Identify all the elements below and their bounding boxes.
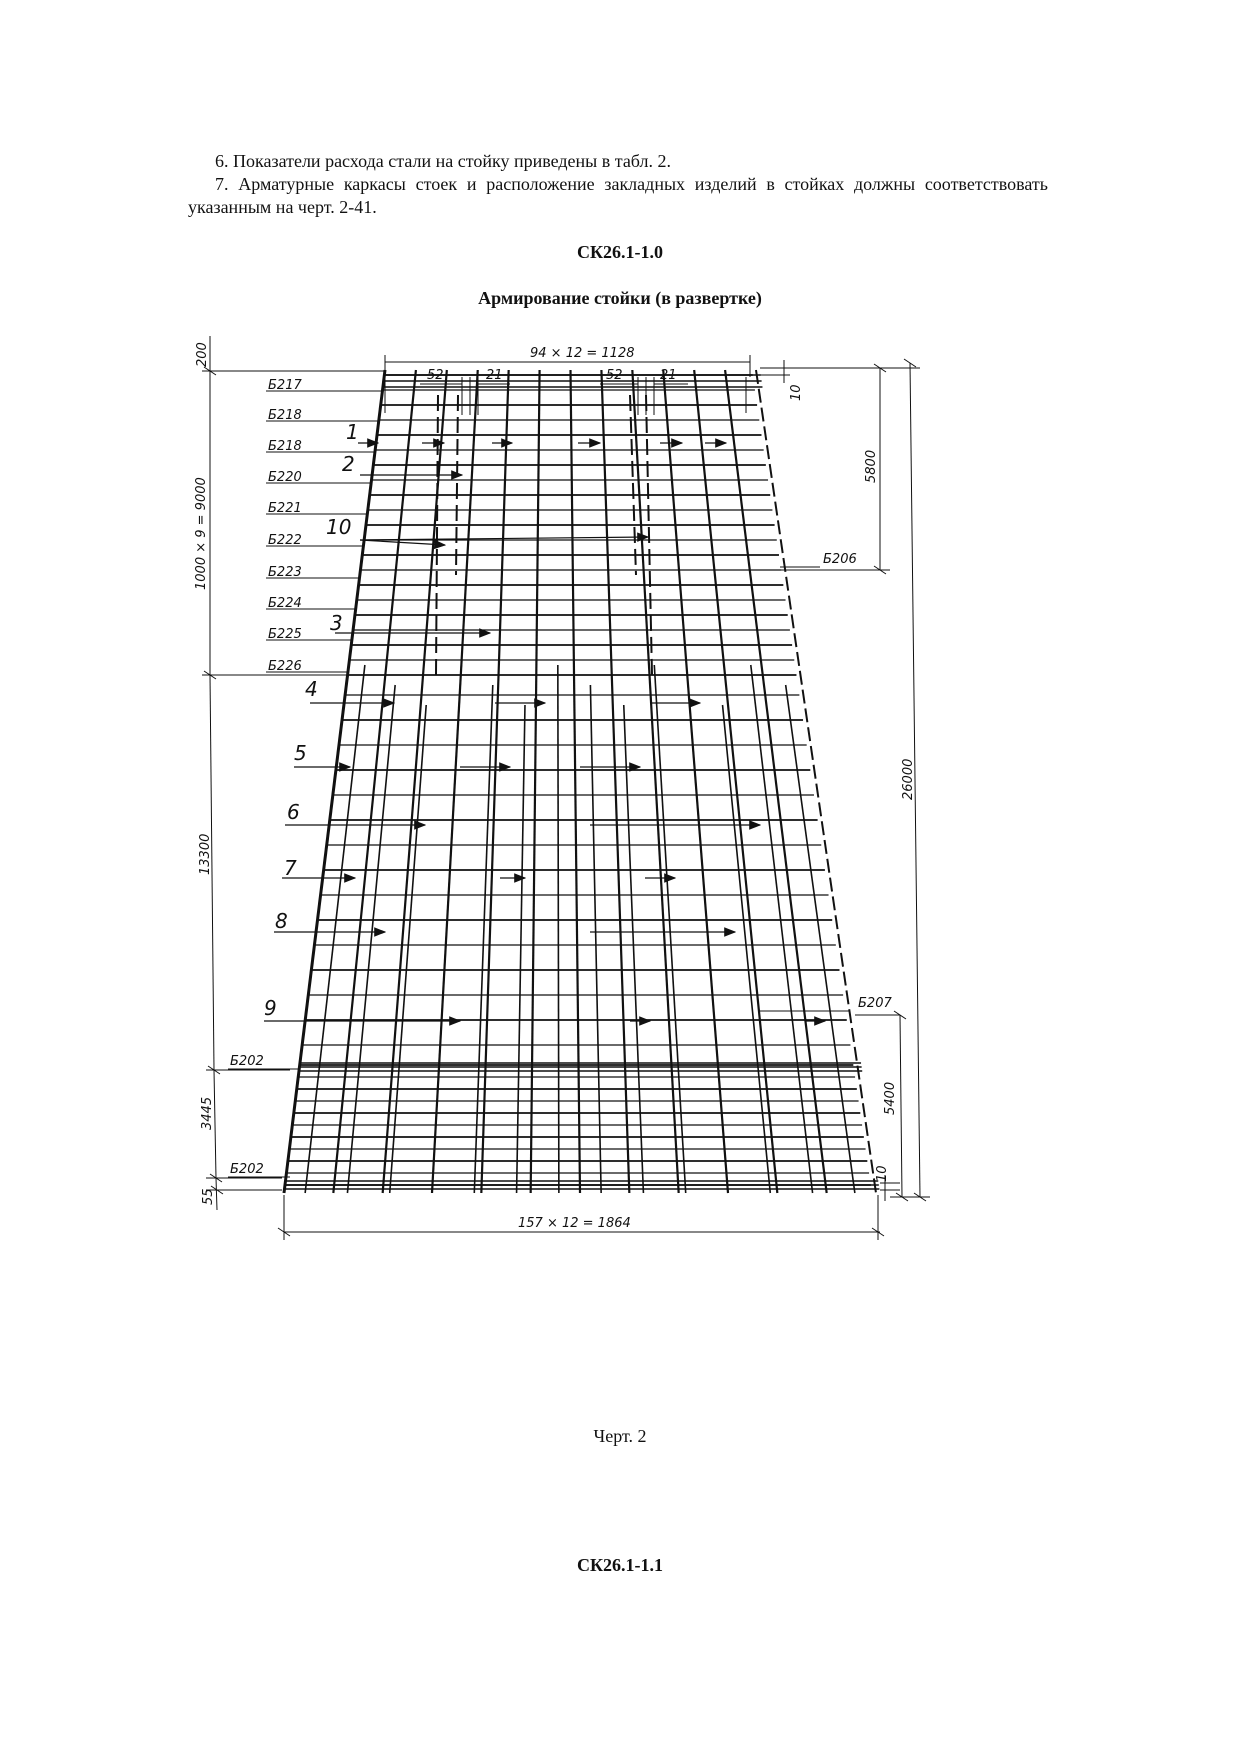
dim-5400: 5400 (883, 1081, 898, 1115)
mark-b218-b: Б218 (268, 439, 302, 454)
position-1: 1 (346, 420, 359, 444)
mark-b217: Б217 (268, 378, 302, 393)
dashed-bar (456, 395, 458, 575)
mark-b226: Б226 (268, 659, 302, 674)
longitudinal-bar (571, 370, 581, 1193)
longitudinal-bar (632, 370, 678, 1193)
mark-b206: Б206 (823, 552, 857, 567)
dim-26000: 26000 (901, 758, 916, 800)
right-edge-bar (756, 370, 876, 1193)
mark-b224: Б224 (268, 596, 302, 611)
position-10: 10 (326, 515, 352, 539)
paragraph-6: 6. Показатели расхода стали на стойку приведены в табл. 2. (215, 151, 672, 171)
rebar-grid (284, 370, 879, 1193)
dim-52-left: 52 (427, 368, 444, 383)
position-7: 7 (284, 856, 297, 880)
bottom-width-label: 157 × 12 = 1864 (518, 1216, 631, 1231)
dim-10-top: 10 (789, 384, 804, 401)
additional-bar (688, 685, 728, 1193)
dim-21-right: 21 (660, 368, 677, 383)
mark-b220: Б220 (268, 470, 302, 485)
position-9: 9 (264, 996, 277, 1020)
position-arrow (360, 540, 445, 545)
additional-bar (517, 705, 525, 1193)
left-edge-bar (284, 370, 385, 1193)
dim-200: 200 (195, 342, 210, 367)
mark-b225: Б225 (268, 627, 302, 642)
position-5: 5 (294, 741, 307, 765)
longitudinal-bar (601, 370, 629, 1193)
longitudinal-bar (531, 370, 540, 1193)
longitudinal-bar (725, 370, 827, 1193)
longitudinal-bar (481, 370, 508, 1193)
additional-bar (723, 705, 771, 1193)
mark-b223: Б223 (268, 565, 302, 580)
paragraph-7: 7. Арматурные каркасы стоек и расположение закладных изделий в стойках должны соответствовать указанным на черт. 2-41. (188, 174, 1048, 217)
section-heading: СК26.1-1.0 (576, 242, 664, 262)
drawing-title: Армирование стойки (в развертке) (478, 288, 762, 308)
position-6: 6 (287, 800, 300, 824)
longitudinal-bar (333, 370, 416, 1193)
position-2: 2 (342, 452, 355, 476)
mark-b221: Б221 (268, 501, 302, 516)
mark-b222: Б222 (268, 533, 302, 548)
additional-bar (590, 685, 601, 1193)
dim-21-left: 21 (486, 368, 503, 383)
mark-b202-lower: Б202 (230, 1162, 264, 1177)
mark-b218-a: Б218 (268, 408, 302, 423)
next-section-heading: СК26.1-1.1 (576, 1555, 664, 1575)
dim-13300: 13300 (198, 833, 213, 875)
dim-5800: 5800 (864, 449, 879, 483)
additional-bar (390, 705, 426, 1193)
dim-55: 55 (201, 1188, 216, 1205)
dim-9000: 1000 × 9 = 9000 (194, 477, 209, 590)
figure-caption: Черт. 2 (593, 1426, 647, 1446)
top-width-label: 94 × 12 = 1128 (530, 346, 635, 361)
reinforcement-drawing (194, 335, 1060, 1405)
position-3: 3 (330, 611, 343, 635)
position-4: 4 (305, 677, 318, 701)
dim-52-right: 52 (606, 368, 623, 383)
dim-3445: 3445 (200, 1096, 215, 1130)
dim-10-bottom: 10 (875, 1165, 890, 1182)
mark-b202-upper: Б202 (230, 1054, 264, 1069)
mark-b207: Б207 (858, 996, 892, 1011)
position-8: 8 (275, 909, 288, 933)
